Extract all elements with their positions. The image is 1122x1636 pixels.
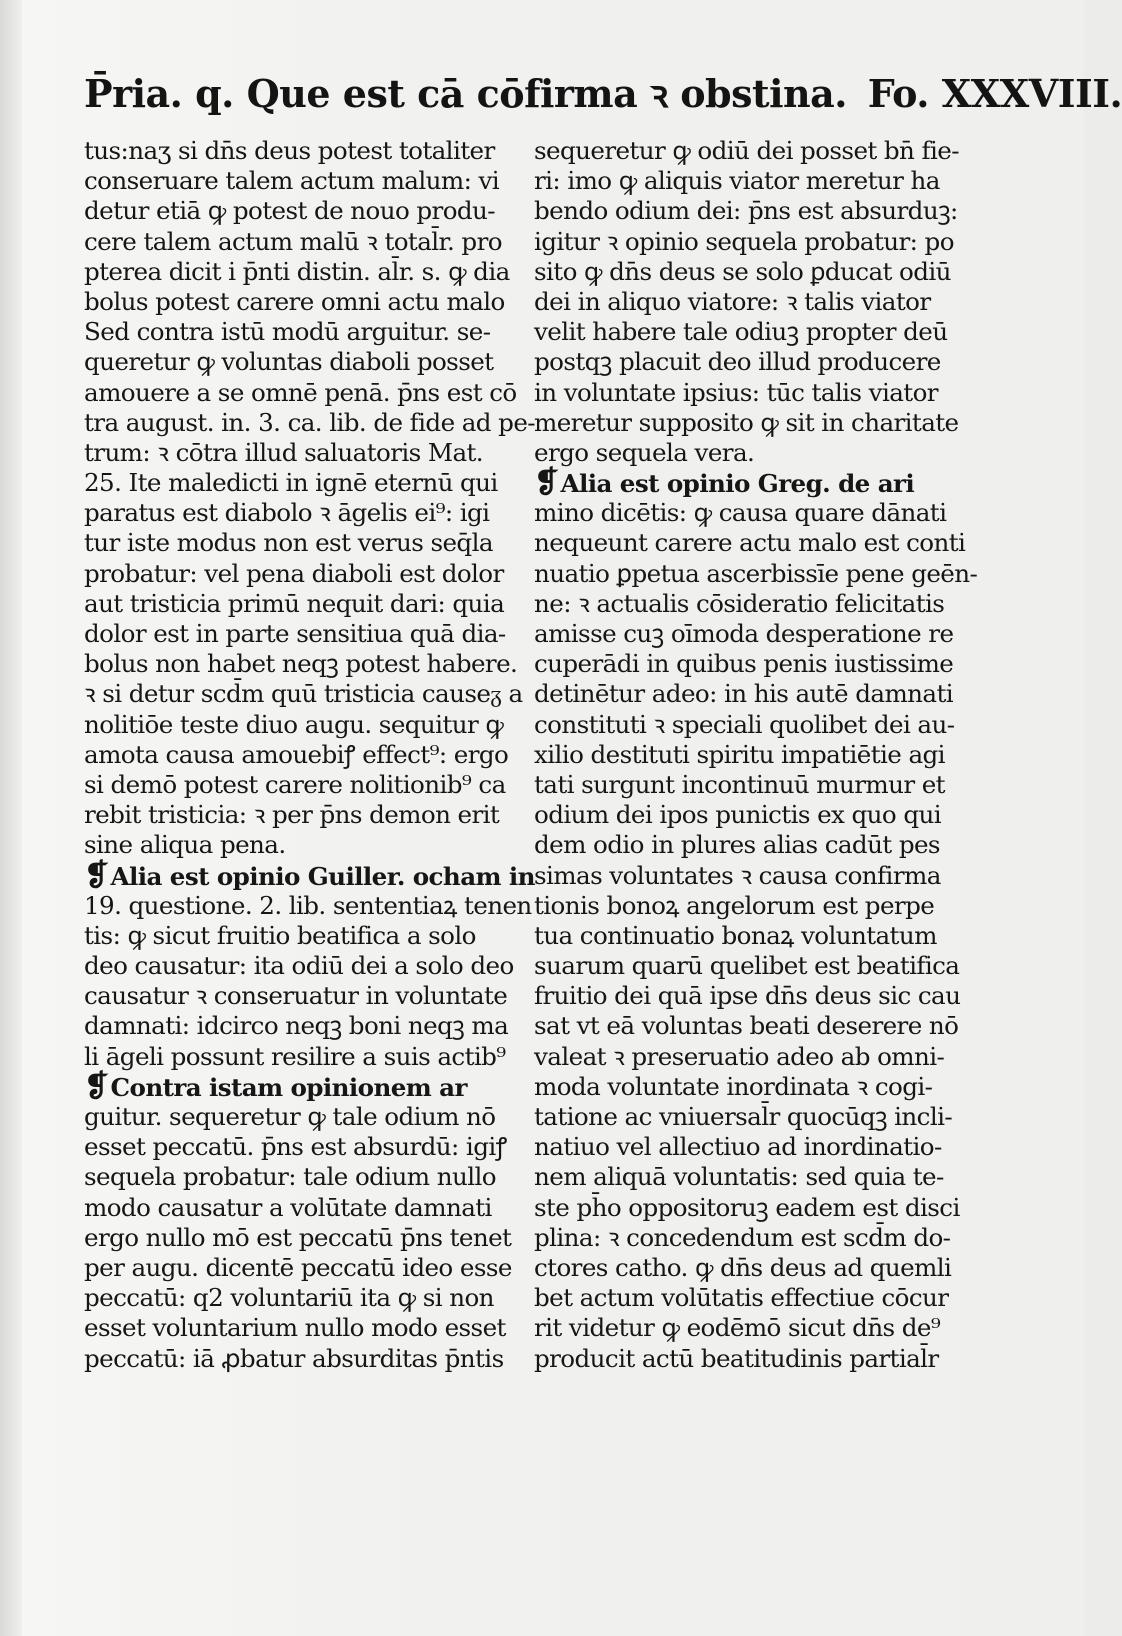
line-text: plina: ꝛ concedendum est scd̄m do- <box>534 1222 951 1252</box>
running-head-title: P̄ria. q. Que est cā cōfirma ꝛ obstina. <box>84 71 847 116</box>
text-line <box>534 347 968 377</box>
text-line <box>84 287 510 317</box>
text-line <box>84 800 510 830</box>
text-line <box>534 227 968 257</box>
text-line <box>534 528 968 558</box>
text-line <box>534 317 968 347</box>
line-text: dem odio in plures alias cadūt pes <box>534 830 940 860</box>
text-line <box>84 317 510 347</box>
line-text: ergo nullo mō est peccatū p̄ns tenet <box>84 1222 512 1252</box>
line-text: dei in aliquo viatore: ꝛ talis viator <box>534 286 931 316</box>
text-line <box>534 465 968 501</box>
text-line <box>84 619 510 649</box>
text-line <box>84 1162 510 1192</box>
line-text: peccatū: q2 voluntariū ita ꝙ si non <box>84 1283 494 1313</box>
line-text: detinētur adeo: in his autē damnati <box>534 679 954 709</box>
text-line <box>84 559 510 589</box>
line-text: aut tristicia primū nequit dari: quia <box>84 588 505 618</box>
text-line <box>84 589 510 619</box>
line-text: causatur ꝛ conseruatur in voluntate <box>84 981 508 1011</box>
line-text: esset peccatū. p̄ns est absurdū: igiꝭ <box>84 1132 507 1162</box>
line-text: guitur. sequeretur ꝙ tale odium nō <box>84 1102 496 1131</box>
line-text: ste ph̄o oppositoruꝫ eadem est disci <box>534 1192 960 1222</box>
text-line <box>534 1072 968 1102</box>
line-text: mino dicētis: ꝙ causa quare dānati <box>534 498 947 528</box>
line-text: producit actū beatitudinis partial̄r <box>534 1343 939 1373</box>
line-text: tati surgunt incontinuū murmur et <box>534 769 945 799</box>
text-line <box>84 1042 510 1072</box>
line-text: suarum quarū quelibet est beatifica <box>534 951 960 981</box>
line-text: amisse cuꝫ oīmoda desperatione re <box>534 619 954 648</box>
line-text: odium dei ipos punictis ex quo qui <box>534 800 941 830</box>
text-line <box>534 257 968 287</box>
left-text-column <box>84 136 535 1374</box>
line-text: sine aliqua pena. <box>84 830 286 860</box>
text-line <box>84 468 510 498</box>
text-line <box>534 800 968 830</box>
text-line <box>534 981 968 1011</box>
line-text: tis: ꝙ sicut fruitio beatifica a solo <box>84 920 476 950</box>
line-text: ergo sequela vera. <box>534 437 755 467</box>
text-line <box>84 649 518 679</box>
text-line <box>534 1313 968 1343</box>
line-text: amouere a se omnē penā. p̄ns est cō <box>84 377 517 407</box>
text-line <box>534 287 968 317</box>
text-line <box>84 1344 510 1374</box>
line-text: bendo odium dei: p̄ns est absurduꝫ: <box>534 196 958 226</box>
text-line <box>534 1132 968 1162</box>
line-text: sito ꝙ dn̄s deus se solo ꝑducat odiū <box>534 256 951 286</box>
text-line <box>84 1193 510 1223</box>
pilcrow-mark: ❡ <box>84 1068 109 1104</box>
line-text: nuatio ꝑpetua ascerbissīe pene geēn- <box>534 558 978 588</box>
text-line <box>534 378 968 408</box>
line-text: rebit tristicia: ꝛ per p̄ns demon erit <box>84 800 500 830</box>
text-line <box>84 528 510 558</box>
line-text: conseruare talem actum malum: vi <box>84 166 500 196</box>
line-text: detur etiā ꝙ potest de nouo produ- <box>84 196 496 226</box>
text-line <box>84 1313 510 1343</box>
text-line <box>534 438 968 468</box>
text-line <box>84 679 523 709</box>
line-text: natiuo vel allectiuo ad inordinatio- <box>534 1132 942 1162</box>
text-line <box>84 710 510 740</box>
line-text: peccatū: iā ꝓbatur absurditas p̄ntis <box>84 1343 504 1373</box>
text-line <box>84 1283 510 1313</box>
text-line <box>534 861 968 891</box>
pilcrow-mark: ❡ <box>84 857 109 893</box>
text-line <box>84 257 510 287</box>
text-line <box>84 1132 510 1162</box>
line-text: velit habere tale odiuꝫ propter deū <box>534 317 948 347</box>
text-line <box>84 1223 510 1253</box>
line-text: dolor est in parte sensitiua quā dia- <box>84 619 506 648</box>
line-text: trum: ꝛ cōtra illud saluatoris Mat. <box>84 437 484 467</box>
text-line <box>84 407 535 438</box>
text-line <box>534 408 968 438</box>
line-text: sat vt eā voluntas beati deserere nō <box>534 1011 959 1041</box>
right-text-column <box>534 136 978 1374</box>
line-text: nequeunt carere actu malo est conti <box>534 528 966 558</box>
text-line <box>84 1102 510 1132</box>
line-text: amota causa amouebiꝭ effect⁹: ergo <box>84 739 509 769</box>
text-line <box>534 740 968 770</box>
line-text: 19. questione. 2. lib. sententiaꝝ tenen <box>84 890 532 920</box>
pilcrow-mark: ❡ <box>534 465 559 501</box>
line-text: sequela probatur: tale odium nullo <box>84 1162 496 1192</box>
text-line <box>84 196 510 226</box>
text-line <box>84 1068 510 1104</box>
text-line <box>534 1193 968 1223</box>
line-text: bolus non habet neqꝫ potest habere. <box>84 649 518 679</box>
line-text: simas voluntates ꝛ causa confirma <box>534 860 941 890</box>
text-line <box>534 1162 968 1192</box>
text-line <box>534 136 968 166</box>
text-line <box>84 740 510 770</box>
text-line <box>84 1011 510 1041</box>
text-line <box>84 166 510 196</box>
text-line <box>84 1253 510 1283</box>
text-line <box>534 710 968 740</box>
text-line <box>534 558 978 589</box>
line-text: postqꝫ placuit deo illud producere <box>534 347 941 377</box>
text-line <box>84 136 510 166</box>
text-line <box>534 1042 968 1072</box>
text-line <box>534 498 968 528</box>
folio-number: Fo. XXXVIII. <box>867 71 1122 116</box>
line-text: tur iste modus non est verus seq̄la <box>84 528 493 558</box>
line-text: moda voluntate inordinata ꝛ cogi- <box>534 1071 933 1101</box>
line-text: 25. Ite maledicti in ignē eternū qui <box>84 468 498 498</box>
text-line <box>534 891 968 921</box>
text-line <box>534 649 968 679</box>
running-head <box>84 68 1122 120</box>
text-line <box>534 1102 968 1132</box>
text-line <box>84 981 510 1011</box>
text-line <box>84 921 510 951</box>
text-line <box>534 679 968 709</box>
text-line <box>534 951 968 981</box>
line-text: ctores catho. ꝙ dn̄s deus ad quemli <box>534 1252 952 1282</box>
text-line <box>534 830 968 860</box>
text-line <box>84 770 510 800</box>
text-line <box>84 498 510 528</box>
line-text: igitur ꝛ opinio sequela probatur: po <box>534 226 954 256</box>
line-text: bet actum volūtatis effectiue cōcur <box>534 1283 949 1313</box>
line-text: nolitiōe teste diuo augu. sequitur ꝙ <box>84 709 504 739</box>
line-text: fruitio dei quā ipse dn̄s deus sic cau <box>534 981 961 1011</box>
text-line <box>84 227 510 257</box>
text-line <box>84 857 535 893</box>
line-text: modo causatur a volūtate damnati <box>84 1192 492 1222</box>
line-text: pterea dicit i p̄nti distin. al̄r. s. ꝙ dia <box>84 256 510 286</box>
text-line <box>84 890 532 921</box>
line-text: Sed contra istū modū arguitur. se- <box>84 317 491 347</box>
text-line <box>534 1223 968 1253</box>
line-text: tatione ac vniuersal̄r quocūqꝫ incli- <box>534 1102 953 1131</box>
text-line <box>84 951 514 981</box>
line-text: cere talem actum malū ꝛ total̄r. pro <box>84 226 502 256</box>
text-line <box>534 589 968 619</box>
text-line <box>84 347 510 377</box>
text-line <box>84 830 510 860</box>
line-text: xilio destituti spiritu impatiētie agi <box>534 739 945 769</box>
line-text: esset voluntarium nullo modo esset <box>84 1313 506 1343</box>
line-text: paratus est diabolo ꝛ āgelis ei⁹: igi <box>84 498 490 528</box>
text-line <box>84 377 517 408</box>
line-text: per augu. dicentē peccatū ideo esse <box>84 1252 512 1282</box>
text-line <box>534 1283 968 1313</box>
line-text: tus:naʒ si dn̄s deus potest totaliter <box>84 136 495 165</box>
line-text: si demō potest carere nolitionib⁹ ca <box>84 769 506 799</box>
line-text: queretur ꝙ voluntas diaboli posset <box>84 347 494 377</box>
line-text: bolus potest carere omni actu malo <box>84 286 505 316</box>
line-text: meretur supposito ꝙ sit in charitate <box>534 407 959 437</box>
text-line <box>534 619 968 649</box>
line-text: Alia est opinio Greg. de ari <box>560 469 915 499</box>
line-text: valeat ꝛ preseruatio adeo ab omni- <box>534 1041 945 1071</box>
line-text: tra august. in. 3. ca. lib. de fide ad pe- <box>84 407 535 437</box>
line-text: tua continuatio bonaꝝ voluntatum <box>534 920 937 950</box>
line-text: nem aliquā voluntatis: sed quia te- <box>534 1162 944 1192</box>
line-text: probatur: vel pena diaboli est dolor <box>84 558 504 588</box>
text-line <box>534 1344 968 1374</box>
line-text: Alia est opinio Guiller. ocham in <box>110 861 535 891</box>
text-line <box>534 166 968 196</box>
line-text: sequeretur ꝙ odiū dei posset bn̄ fie- <box>534 136 959 165</box>
line-text: li āgeli possunt resilire a suis actib⁹ <box>84 1041 506 1071</box>
line-text: damnati: idcirco neqꝫ boni neqꝫ ma <box>84 1011 509 1041</box>
line-text: rit videtur ꝙ eodēmō sicut dn̄s de⁹ <box>534 1313 941 1343</box>
line-text: ꝛ si detur scd̄m quū tristicia causeᵹ a <box>84 679 523 709</box>
line-text: constituti ꝛ speciali quolibet dei au- <box>534 709 955 739</box>
text-line <box>534 1011 968 1041</box>
text-line <box>84 438 510 468</box>
line-text: ne: ꝛ actualis cōsideratio felicitatis <box>534 588 945 618</box>
text-line <box>534 921 968 951</box>
line-text: cuperādi in quibus penis iustissime <box>534 649 954 679</box>
line-text: deo causatur: ita odiū dei a solo deo <box>84 951 514 981</box>
text-line <box>534 1253 968 1283</box>
line-text: ri: imo ꝙ aliquis viator meretur ha <box>534 166 940 196</box>
text-line <box>534 196 968 226</box>
text-line <box>534 770 968 800</box>
line-text: Contra istam opinionem ar <box>110 1072 467 1102</box>
line-text: tionis bonoꝝ angelorum est perpe <box>534 890 935 920</box>
line-text: in voluntate ipsius: tūc talis viator <box>534 377 938 407</box>
